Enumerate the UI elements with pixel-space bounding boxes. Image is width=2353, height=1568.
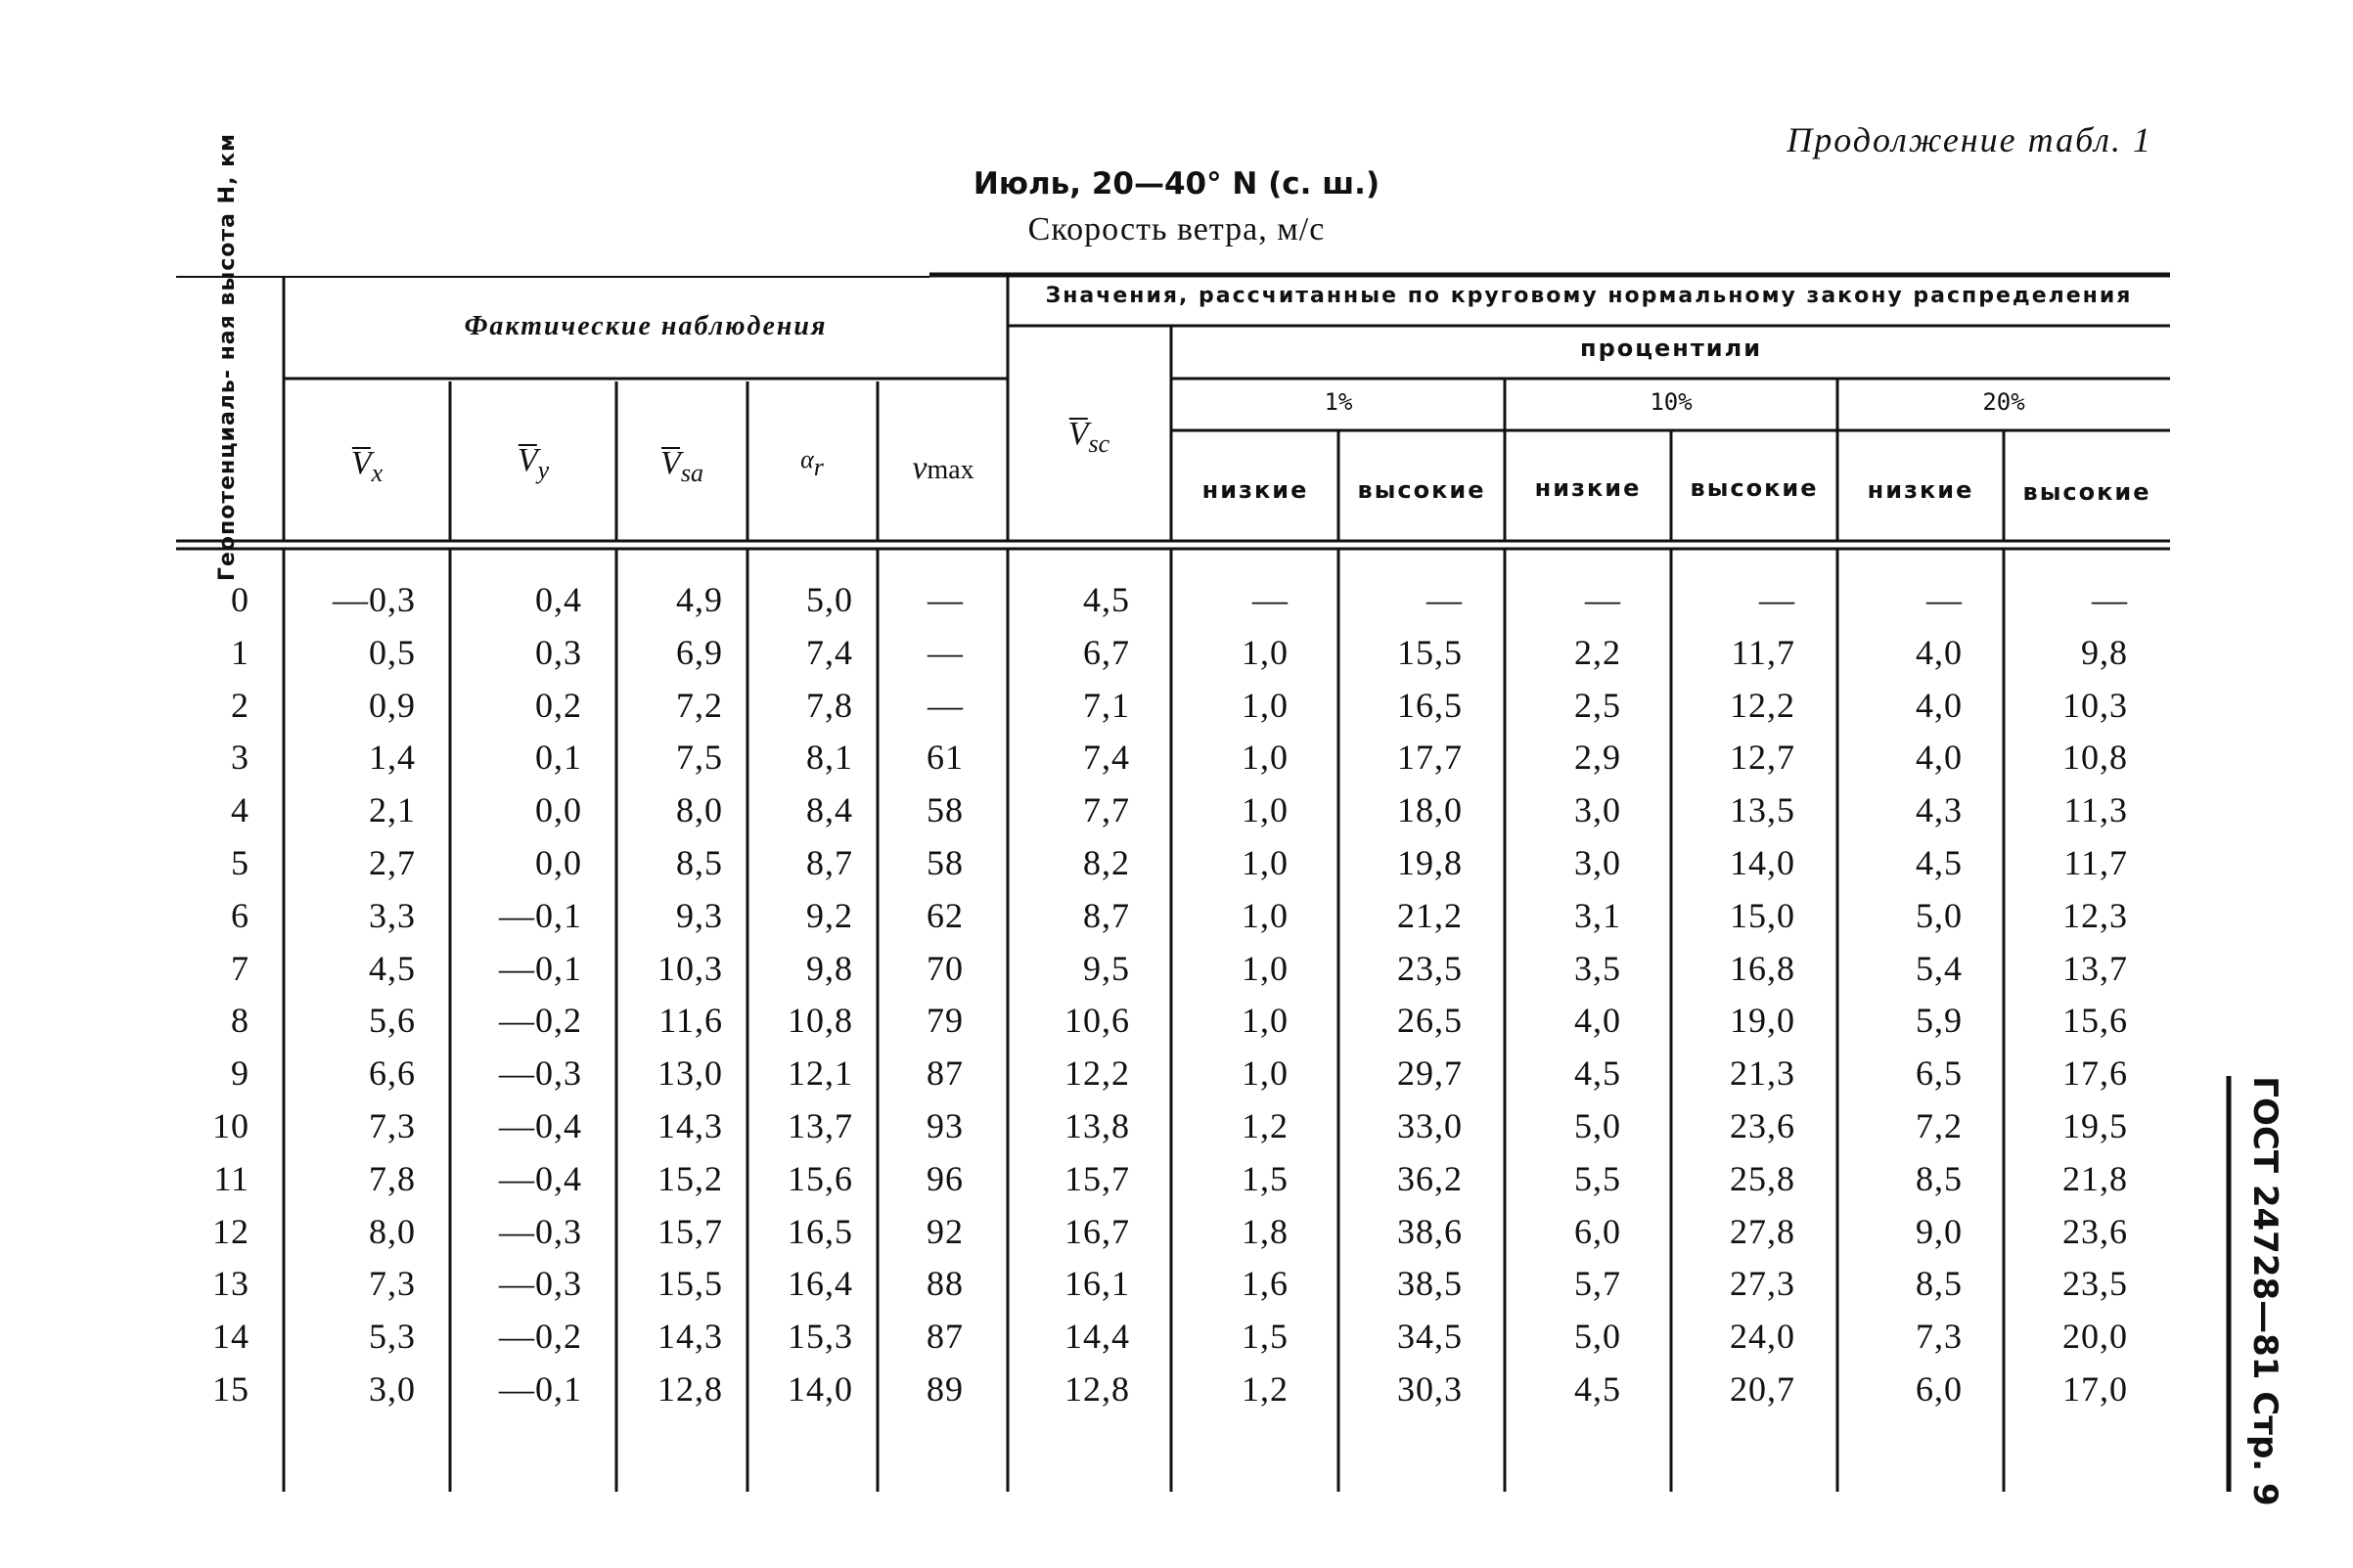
table-cell: 0,4	[535, 580, 582, 619]
table-cell: 88	[927, 1264, 964, 1304]
table-cell: 10,8	[2062, 738, 2128, 778]
table-cell: 12,2	[1064, 1053, 1130, 1094]
table-cell: 4,5	[1574, 1053, 1621, 1094]
table-cell: —0,3	[499, 1211, 582, 1251]
table-cell: 15,5	[1397, 632, 1463, 672]
table-cell: 5,5	[1574, 1158, 1621, 1198]
table-cell: 2,5	[1574, 685, 1621, 725]
table-cell: 15,5	[657, 1264, 723, 1304]
table-cell: 18,0	[1397, 790, 1463, 830]
table-cell: 7,2	[1916, 1106, 1963, 1145]
col-vmax-header: vmax	[912, 450, 974, 486]
high-1-header: высокие	[1357, 476, 1486, 504]
table-cell: 6,6	[369, 1053, 416, 1094]
table-cell: 1,5	[1242, 1158, 1289, 1198]
table-cell: 7,2	[676, 685, 723, 725]
table-cell: 4,9	[676, 580, 723, 619]
row-height-cell: 13	[212, 1264, 249, 1304]
col-vx-header: $V_x$	[350, 445, 384, 487]
table-cell: 3,3	[369, 895, 416, 935]
table-cell: —0,4	[499, 1158, 582, 1198]
table-cell: 8,0	[676, 790, 723, 830]
table-cell: 0,2	[535, 685, 582, 725]
table-cell: 36,2	[1397, 1158, 1463, 1198]
table-cell: —	[1426, 580, 1463, 619]
table-cell: 9,0	[1916, 1211, 1963, 1251]
high-20-header: высокие	[2022, 478, 2151, 506]
table-cell: 1,6	[1242, 1264, 1289, 1304]
table-cell: 24,0	[1730, 1317, 1795, 1357]
table-cell: 15,2	[657, 1158, 723, 1198]
table-cell: 87	[927, 1053, 964, 1094]
table-cell: 8,5	[1916, 1264, 1963, 1304]
table-cell: —0,3	[499, 1264, 582, 1304]
table-cell: 0,0	[535, 843, 582, 882]
low-20-header: низкие	[1867, 476, 1974, 504]
table-cell: 33,0	[1397, 1106, 1463, 1145]
table-cell: 9,8	[806, 948, 853, 988]
table-cell: —0,2	[499, 1001, 582, 1041]
table-cell: 19,8	[1397, 843, 1463, 882]
table-cell: 30,3	[1397, 1369, 1463, 1409]
table-cell: 10,3	[2062, 685, 2128, 725]
table-cell: 12,3	[2062, 895, 2128, 935]
table-cell: 1,0	[1242, 1001, 1289, 1041]
table-cell: 7,3	[369, 1264, 416, 1304]
table-cell: 10,8	[788, 1001, 853, 1041]
table-cell: 1,0	[1242, 843, 1289, 882]
table-cell: —0,1	[499, 948, 582, 988]
table-cell: 5,4	[1916, 948, 1963, 988]
table-cell: 3,1	[1574, 895, 1621, 935]
table-cell: 15,6	[2062, 1001, 2128, 1041]
table-cell: 14,3	[657, 1317, 723, 1357]
table-cell: 4,5	[1916, 843, 1963, 882]
table-cell: 29,7	[1397, 1053, 1463, 1094]
table-cell: 1,5	[1242, 1317, 1289, 1357]
table-cell: 8,2	[1083, 843, 1130, 882]
pct-10-header: 10%	[1650, 388, 1693, 416]
percentiles-header: процентили	[1579, 335, 1763, 362]
table-cell: 4,0	[1916, 632, 1963, 672]
table-cell: 0,9	[369, 685, 416, 725]
table-cell: —0,1	[499, 895, 582, 935]
table-cell: —0,2	[499, 1317, 582, 1357]
row-height-cell: 11	[213, 1158, 249, 1198]
table-cell: 6,5	[1916, 1053, 1963, 1094]
row-header-label: Геопотенциаль- ная высота H, км	[215, 132, 240, 582]
table-cell: 34,5	[1397, 1317, 1463, 1357]
table-cell: 15,7	[1064, 1158, 1130, 1198]
table-cell: 21,3	[1730, 1053, 1795, 1094]
table-cell: 1,0	[1242, 1053, 1289, 1094]
table-cell: 8,7	[1083, 895, 1130, 935]
table-cell: —0,1	[499, 1369, 582, 1409]
table-cell: 23,5	[1397, 948, 1463, 988]
low-1-header: низкие	[1201, 476, 1309, 504]
table-cell: 2,2	[1574, 632, 1621, 672]
table-cell: 27,8	[1730, 1211, 1795, 1251]
table-cell: —	[2092, 580, 2128, 619]
table-cell: —	[928, 685, 964, 725]
table-cell: 87	[927, 1317, 964, 1357]
table-subtitle: Скорость ветра, м/с	[1027, 211, 1326, 247]
table-cell: 8,4	[806, 790, 853, 830]
table-cell: 38,5	[1397, 1264, 1463, 1304]
table-cell: 16,4	[788, 1264, 853, 1304]
table-cell: 14,4	[1064, 1317, 1130, 1357]
table-cell: 61	[927, 738, 964, 778]
table-cell: 12,7	[1730, 738, 1795, 778]
table-cell: 19,5	[2062, 1106, 2128, 1145]
table-cell: 5,7	[1574, 1264, 1621, 1304]
table-cell: —	[928, 632, 964, 672]
table-cell: 16,1	[1064, 1264, 1130, 1304]
table-cell: 15,7	[657, 1211, 723, 1251]
table-cell: 38,6	[1397, 1211, 1463, 1251]
row-height-cell: 9	[231, 1053, 249, 1094]
table-cell: 8,0	[369, 1211, 416, 1251]
table-cell: 5,6	[369, 1001, 416, 1041]
table-cell: 13,8	[1064, 1106, 1130, 1145]
row-height-cell: 0	[231, 580, 249, 619]
high-10-header: высокие	[1690, 474, 1819, 502]
table-cell: 15,0	[1730, 895, 1795, 935]
table-cell: 70	[927, 948, 964, 988]
row-height-cell: 1	[231, 632, 249, 672]
row-height-cell: 8	[231, 1001, 249, 1041]
table-cell: 14,0	[1730, 843, 1795, 882]
row-height-cell: 7	[231, 948, 249, 988]
table-cell: 3,5	[1574, 948, 1621, 988]
table-cell: —0,4	[499, 1106, 582, 1145]
pct-1-header: 1%	[1324, 388, 1353, 416]
table-cell: 1,8	[1242, 1211, 1289, 1251]
col-vsc-header: $V_{sc}$	[1067, 416, 1110, 458]
table-cell: 3,0	[369, 1369, 416, 1409]
table-cell: 12,2	[1730, 685, 1795, 725]
table-cell: 4,3	[1916, 790, 1963, 830]
table-cell: 11,3	[2063, 790, 2128, 830]
table-cell: 6,0	[1916, 1369, 1963, 1409]
table-cell: 13,7	[788, 1106, 853, 1145]
side-page-label: ГОСТ 24728—81 Стр. 9	[2245, 1076, 2285, 1506]
col-alpha-header: $\alpha_r$	[800, 445, 824, 481]
table-cell: 16,5	[788, 1211, 853, 1251]
row-height-cell: 14	[212, 1317, 249, 1357]
table-cell: 8,7	[806, 843, 853, 882]
table-cell: 13,7	[2062, 948, 2128, 988]
table-cell: —	[1926, 580, 1963, 619]
table-cell: —0,3	[333, 580, 416, 619]
pct-20-header: 20%	[1982, 388, 2025, 416]
table-cell: 1,4	[369, 738, 416, 778]
row-height-cell: 10	[212, 1106, 249, 1145]
table-cell: —	[928, 580, 964, 619]
table-cell: 13,5	[1730, 790, 1795, 830]
table-cell: 14,0	[788, 1369, 853, 1409]
table-cell: 21,2	[1397, 895, 1463, 935]
table-cell: 2,1	[369, 790, 416, 830]
table-cell: 9,8	[2081, 632, 2128, 672]
table-cell: 3,0	[1574, 843, 1621, 882]
table-cell: 7,8	[806, 685, 853, 725]
table-cell: 4,5	[1574, 1369, 1621, 1409]
table-cell: —	[1759, 580, 1795, 619]
table-cell: 7,3	[1916, 1317, 1963, 1357]
table-cell: 79	[927, 1001, 964, 1041]
observed-group-header: Фактические наблюдения	[464, 311, 828, 341]
table-cell: 11,7	[1731, 632, 1795, 672]
table-cell: 25,8	[1730, 1158, 1795, 1198]
table-title: Июль, 20—40° N (с. ш.)	[973, 166, 1380, 202]
table-cell: 89	[927, 1369, 964, 1409]
table-cell: 6,9	[676, 632, 723, 672]
table-cell: 5,3	[369, 1317, 416, 1357]
table-cell: 6,0	[1574, 1211, 1621, 1251]
table-cell: 0,1	[535, 738, 582, 778]
table-cell: 1,2	[1242, 1106, 1289, 1145]
table-cell: 7,4	[806, 632, 853, 672]
table-cell: 17,0	[2062, 1369, 2128, 1409]
table-cell: 7,7	[1083, 790, 1130, 830]
table-cell: 15,6	[788, 1158, 853, 1198]
table-cell: 19,0	[1730, 1001, 1795, 1041]
table-cell: 8,5	[676, 843, 723, 882]
table-cell: 7,5	[676, 738, 723, 778]
table-cell: 8,1	[806, 738, 853, 778]
table-cell: 0,0	[535, 790, 582, 830]
table-cell: 12,8	[1064, 1369, 1130, 1409]
row-height-cell: 12	[212, 1211, 249, 1251]
table-cell: 4,5	[1083, 580, 1130, 619]
table-cell: 5,0	[1574, 1317, 1621, 1357]
table-cell: —	[1585, 580, 1621, 619]
table-cell: 8,5	[1916, 1158, 1963, 1198]
row-height-cell: 2	[231, 685, 249, 725]
table-cell: 1,0	[1242, 738, 1289, 778]
table-cell: 5,0	[1574, 1106, 1621, 1145]
table-cell: 7,3	[369, 1106, 416, 1145]
table-cell: 17,6	[2062, 1053, 2128, 1094]
table-cell: 7,8	[369, 1158, 416, 1198]
table-cell: 12,8	[657, 1369, 723, 1409]
table-cell: 16,7	[1064, 1211, 1130, 1251]
table-cell: 7,1	[1083, 685, 1130, 725]
table-cell: 6,7	[1083, 632, 1130, 672]
table-cell: 1,0	[1242, 895, 1289, 935]
table-cell: —0,3	[499, 1053, 582, 1094]
col-vy-header: $V_y$	[517, 442, 550, 484]
row-height-cell: 6	[231, 895, 249, 935]
table-cell: 16,8	[1730, 948, 1795, 988]
table-cell: 2,7	[369, 843, 416, 882]
table-cell: 11,7	[2063, 843, 2128, 882]
table-cell: 9,3	[676, 895, 723, 935]
table-cell: 5,9	[1916, 1001, 1963, 1041]
row-height-cell: 15	[212, 1369, 249, 1409]
table-cell: 17,7	[1397, 738, 1463, 778]
table-cell: 10,6	[1064, 1001, 1130, 1041]
low-10-header: низкие	[1534, 474, 1642, 502]
table-cell: 4,5	[369, 948, 416, 988]
calculated-group-header: Значения, рассчитанные по круговому нормальному закону распределения	[1045, 284, 2133, 308]
table-cell: 1,0	[1242, 632, 1289, 672]
table-cell: 23,6	[2062, 1211, 2128, 1251]
table-cell: 23,6	[1730, 1106, 1795, 1145]
table-cell: 1,2	[1242, 1369, 1289, 1409]
table-cell: 96	[927, 1158, 964, 1198]
table-cell: 0,3	[535, 632, 582, 672]
table-cell: 16,5	[1397, 685, 1463, 725]
table-cell: 11,6	[658, 1001, 723, 1041]
table-cell: 12,1	[788, 1053, 853, 1094]
table-cell: 23,5	[2062, 1264, 2128, 1304]
table-cell: 10,3	[657, 948, 723, 988]
table-cell: 7,4	[1083, 738, 1130, 778]
table-cell: 21,8	[2062, 1158, 2128, 1198]
table-cell: 9,2	[806, 895, 853, 935]
table-cell: 9,5	[1083, 948, 1130, 988]
row-height-cell: 3	[231, 738, 249, 778]
table-cell: 58	[927, 790, 964, 830]
table-cell: 1,0	[1242, 948, 1289, 988]
table-cell: 93	[927, 1106, 964, 1145]
table-cell: —	[1252, 580, 1289, 619]
table-cell: 20,0	[2062, 1317, 2128, 1357]
table-cell: 26,5	[1397, 1001, 1463, 1041]
table-cell: 14,3	[657, 1106, 723, 1145]
continuation-note: Продолжение табл. 1	[1787, 120, 2152, 159]
table-cell: 4,0	[1916, 685, 1963, 725]
table-cell: 2,9	[1574, 738, 1621, 778]
table-cell: 62	[927, 895, 964, 935]
table-cell: 27,3	[1730, 1264, 1795, 1304]
table-cell: 4,0	[1916, 738, 1963, 778]
table-cell: 5,0	[1916, 895, 1963, 935]
table-cell: 13,0	[657, 1053, 723, 1094]
table-cell: 4,0	[1574, 1001, 1621, 1041]
row-height-cell: 4	[231, 790, 249, 830]
col-vsa-header: $V_{sa}$	[660, 445, 703, 487]
table-cell: 15,3	[788, 1317, 853, 1357]
table-cell: 20,7	[1730, 1369, 1795, 1409]
table-cell: 1,0	[1242, 685, 1289, 725]
table-cell: 3,0	[1574, 790, 1621, 830]
table-cell: 0,5	[369, 632, 416, 672]
table-cell: 5,0	[806, 580, 853, 619]
row-height-cell: 5	[231, 843, 249, 882]
table-cell: 58	[927, 843, 964, 882]
table-cell: 92	[927, 1211, 964, 1251]
table-cell: 1,0	[1242, 790, 1289, 830]
